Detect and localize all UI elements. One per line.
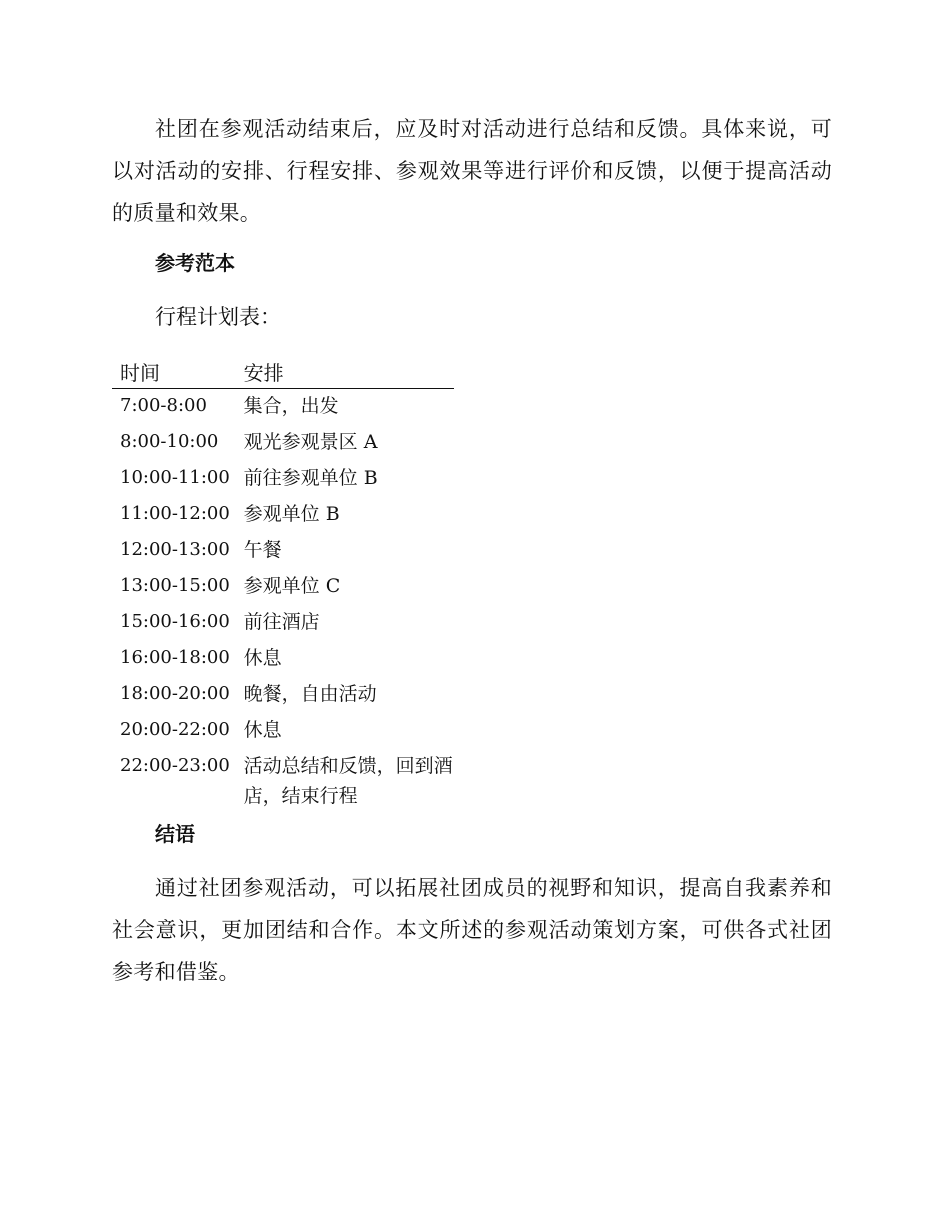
- intro-paragraph: 社团在参观活动结束后，应及时对活动进行总结和反馈。具体来说，可以对活动的安排、行程安排、参观效果等进行评价和反馈，以便于提高活动的质量和效果。: [112, 117, 832, 225]
- conclusion-paragraph: 通过社团参观活动，可以拓展社团成员的视野和知识，提高自我素养和社会意识，更加团结和合作。本文所述的参观活动策划方案，可供各式社团参考和借鉴。: [112, 876, 832, 984]
- row-plan: 休息: [243, 719, 282, 741]
- table-row: [112, 533, 454, 569]
- table-row: [112, 389, 454, 426]
- header-time: 时间: [112, 354, 236, 389]
- sample-heading: 参考范本: [155, 251, 235, 275]
- row-plan: 参观单位 B: [243, 503, 340, 525]
- table-row: [112, 425, 454, 461]
- row-plan: 午餐: [243, 539, 282, 561]
- table-row: [112, 713, 454, 749]
- row-time: 16:00-18:00: [120, 647, 230, 668]
- row-time: 18:00-20:00: [120, 683, 230, 704]
- table-row: [112, 749, 454, 811]
- table-row: [112, 677, 454, 713]
- row-plan: 晚餐，自由活动: [243, 683, 377, 705]
- table-row: [112, 605, 454, 641]
- row-time: 7:00-8:00: [120, 395, 207, 416]
- row-plan: 集合，出发: [243, 395, 339, 417]
- schedule-header-row: [112, 354, 454, 389]
- row-plan: 休息: [243, 647, 282, 669]
- row-plan: 前往酒店: [243, 611, 320, 633]
- conclusion-heading: 结语: [155, 822, 195, 846]
- row-plan: 活动总结和反馈，回到酒店，结束行程: [243, 755, 453, 807]
- table-row: [112, 569, 454, 605]
- row-plan: 观光参观景区 A: [243, 431, 378, 453]
- document-page: [112, 108, 832, 993]
- table-row: [112, 641, 454, 677]
- row-time: 13:00-15:00: [120, 575, 230, 596]
- schedule-title: 行程计划表：: [155, 305, 281, 329]
- row-time: 12:00-13:00: [120, 539, 230, 560]
- table-row: [112, 497, 454, 533]
- row-time: 8:00-10:00: [120, 431, 219, 452]
- row-time: 11:00-12:00: [120, 503, 230, 524]
- schedule-table: [112, 354, 454, 811]
- row-time: 10:00-11:00: [120, 467, 230, 488]
- row-time: 22:00-23:00: [120, 755, 230, 776]
- row-time: 20:00-22:00: [120, 719, 230, 740]
- row-time: 15:00-16:00: [120, 611, 230, 632]
- row-plan: 前往参观单位 B: [243, 467, 378, 489]
- table-row: [112, 461, 454, 497]
- header-plan: 安排: [236, 354, 454, 389]
- row-plan: 参观单位 C: [243, 575, 341, 597]
